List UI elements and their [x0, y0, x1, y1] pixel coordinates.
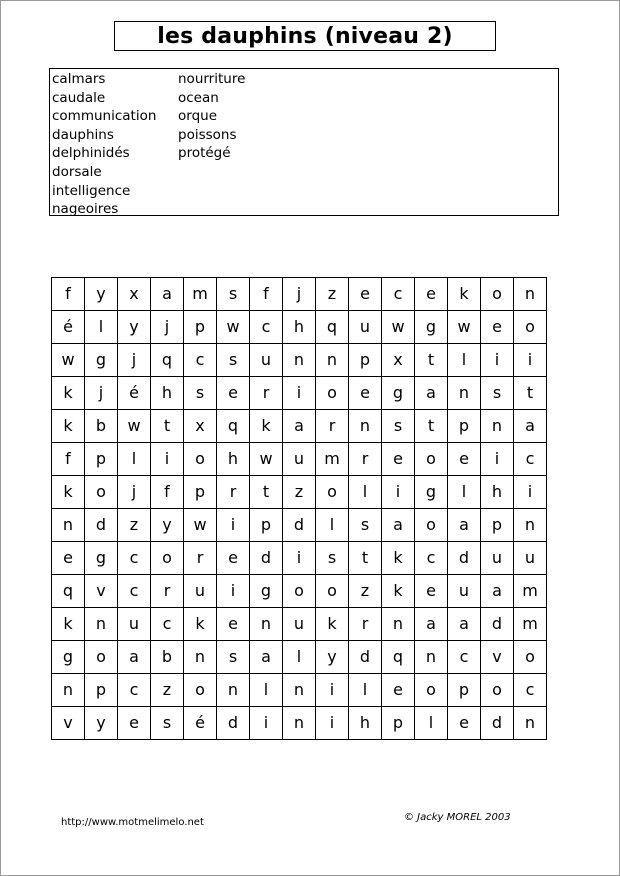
grid-cell: a [283, 410, 316, 443]
grid-cell: p [184, 476, 217, 509]
grid-row [52, 377, 547, 410]
grid-cell: t [514, 377, 547, 410]
grid-cell: e [382, 443, 415, 476]
grid-cell: q [151, 344, 184, 377]
page-title [114, 21, 496, 51]
grid-cell: t [250, 476, 283, 509]
grid-cell: g [415, 476, 448, 509]
grid-cell: e [52, 542, 85, 575]
grid-cell: q [217, 410, 250, 443]
grid-cell: g [382, 377, 415, 410]
grid-row [52, 674, 547, 707]
grid-cell: c [184, 344, 217, 377]
grid-cell: s [217, 641, 250, 674]
grid-cell: p [184, 311, 217, 344]
grid-cell: l [448, 344, 481, 377]
grid-cell: g [250, 575, 283, 608]
grid-cell: c [118, 542, 151, 575]
word-item: communication [52, 108, 157, 125]
grid-cell: y [316, 641, 349, 674]
grid-cell: a [415, 608, 448, 641]
grid-cell: i [283, 542, 316, 575]
grid-cell: o [514, 641, 547, 674]
grid-cell: e [217, 377, 250, 410]
grid-cell: l [349, 674, 382, 707]
grid-row [52, 278, 547, 311]
grid-cell: r [349, 608, 382, 641]
grid-row [52, 410, 547, 443]
grid-cell: l [415, 707, 448, 740]
page-title-text: les dauphins (niveau 2) [157, 23, 453, 49]
grid-cell: c [382, 278, 415, 311]
word-item: dorsale [52, 163, 102, 180]
grid-cell: k [184, 608, 217, 641]
grid-cell: o [151, 542, 184, 575]
grid-cell: s [481, 377, 514, 410]
grid-cell: i [316, 674, 349, 707]
word-item: nageoires [52, 201, 119, 218]
grid-cell: n [217, 674, 250, 707]
grid-cell: w [250, 443, 283, 476]
grid-cell: c [250, 311, 283, 344]
grid-cell: c [151, 608, 184, 641]
grid-cell: n [514, 278, 547, 311]
grid-cell: g [52, 641, 85, 674]
grid-cell: w [118, 410, 151, 443]
grid-cell: t [349, 542, 382, 575]
grid-cell: n [283, 707, 316, 740]
grid-cell: o [514, 311, 547, 344]
grid-cell: y [85, 278, 118, 311]
grid-cell: k [448, 278, 481, 311]
grid-cell: a [250, 641, 283, 674]
grid-cell: a [448, 509, 481, 542]
grid-cell: u [283, 608, 316, 641]
word-item: intelligence [52, 182, 131, 199]
grid-cell: v [85, 575, 118, 608]
word-item: dauphins [52, 126, 114, 143]
grid-cell: l [85, 311, 118, 344]
grid-cell: o [184, 443, 217, 476]
grid-cell: e [382, 674, 415, 707]
grid-cell: o [85, 476, 118, 509]
grid-cell: w [448, 311, 481, 344]
grid-cell: i [283, 377, 316, 410]
grid-cell: o [415, 674, 448, 707]
grid-cell: w [52, 344, 85, 377]
grid-cell: z [283, 476, 316, 509]
grid-cell: p [382, 707, 415, 740]
footer-copyright: © Jacky MOREL 2003 [404, 812, 511, 823]
grid-cell: d [283, 509, 316, 542]
grid-cell: z [151, 674, 184, 707]
grid-cell: p [85, 674, 118, 707]
grid-cell: k [52, 410, 85, 443]
grid-cell: w [184, 509, 217, 542]
grid-cell: u [481, 542, 514, 575]
grid-cell: a [514, 410, 547, 443]
grid-cell: c [118, 575, 151, 608]
word-item: poissons [178, 126, 237, 143]
grid-cell: i [217, 509, 250, 542]
grid-cell: s [217, 344, 250, 377]
grid-cell: n [52, 674, 85, 707]
grid-cell: é [52, 311, 85, 344]
grid-cell: w [217, 311, 250, 344]
grid-cell: e [415, 278, 448, 311]
grid-cell: x [118, 278, 151, 311]
grid-cell: o [316, 377, 349, 410]
grid-cell: e [217, 542, 250, 575]
grid-cell: g [85, 542, 118, 575]
grid-cell: d [85, 509, 118, 542]
grid-cell: u [283, 443, 316, 476]
grid-cell: i [217, 575, 250, 608]
grid-cell: k [52, 476, 85, 509]
grid-cell: m [514, 608, 547, 641]
grid-cell: x [184, 410, 217, 443]
grid-cell: a [151, 278, 184, 311]
grid-cell: e [448, 707, 481, 740]
grid-cell: o [481, 674, 514, 707]
grid-cell: g [85, 344, 118, 377]
grid-cell: i [316, 707, 349, 740]
grid-cell: n [283, 674, 316, 707]
grid-cell: i [151, 443, 184, 476]
grid-cell: h [217, 443, 250, 476]
grid-cell: n [184, 641, 217, 674]
grid-cell: i [382, 476, 415, 509]
grid-cell: d [217, 707, 250, 740]
grid-cell: p [448, 674, 481, 707]
grid-cell: r [250, 377, 283, 410]
grid-cell: w [382, 311, 415, 344]
grid-cell: u [349, 311, 382, 344]
grid-cell: c [448, 641, 481, 674]
grid-cell: b [151, 641, 184, 674]
grid-cell: r [349, 443, 382, 476]
grid-cell: n [514, 707, 547, 740]
word-item: orque [178, 108, 218, 125]
grid-cell: z [316, 278, 349, 311]
grid-cell: d [481, 608, 514, 641]
grid-cell: c [514, 674, 547, 707]
grid-row [52, 608, 547, 641]
grid-cell: o [283, 575, 316, 608]
grid-cell: u [514, 542, 547, 575]
grid-cell: k [382, 575, 415, 608]
grid-cell: k [52, 377, 85, 410]
grid-row [52, 707, 547, 740]
grid-cell: y [118, 311, 151, 344]
grid-cell: j [118, 344, 151, 377]
grid-cell: t [415, 410, 448, 443]
grid-cell: l [448, 476, 481, 509]
grid-cell: d [448, 542, 481, 575]
grid-cell: a [382, 509, 415, 542]
grid-cell: k [250, 410, 283, 443]
grid-cell: a [448, 608, 481, 641]
grid-cell: f [250, 278, 283, 311]
grid-cell: t [415, 344, 448, 377]
grid-cell: s [316, 542, 349, 575]
grid-cell: a [481, 575, 514, 608]
grid-cell: s [217, 278, 250, 311]
grid-cell: i [514, 344, 547, 377]
grid-cell: i [514, 476, 547, 509]
grid-cell: i [481, 443, 514, 476]
grid-cell: u [448, 575, 481, 608]
grid-cell: o [184, 674, 217, 707]
grid-cell: i [250, 707, 283, 740]
grid-cell: s [382, 410, 415, 443]
grid-row [52, 641, 547, 674]
grid-cell: l [250, 674, 283, 707]
grid-cell: j [85, 377, 118, 410]
grid-cell: q [316, 311, 349, 344]
grid-cell: h [481, 476, 514, 509]
grid-cell: r [151, 575, 184, 608]
word-item: nourriture [178, 71, 246, 87]
grid-cell: z [118, 509, 151, 542]
grid-cell: p [85, 443, 118, 476]
grid-cell: o [415, 443, 448, 476]
grid-cell: n [448, 377, 481, 410]
grid-cell: p [481, 509, 514, 542]
grid-cell: n [250, 608, 283, 641]
grid-cell: d [481, 707, 514, 740]
grid-cell: k [382, 542, 415, 575]
grid-row [52, 575, 547, 608]
grid-cell: v [52, 707, 85, 740]
grid-cell: m [316, 443, 349, 476]
grid-cell: c [514, 443, 547, 476]
grid-cell: e [448, 443, 481, 476]
grid-cell: l [316, 509, 349, 542]
grid-cell: m [514, 575, 547, 608]
grid-cell: i [481, 344, 514, 377]
grid-cell: u [118, 608, 151, 641]
grid-cell: n [382, 608, 415, 641]
grid-cell: a [118, 641, 151, 674]
grid-row [52, 509, 547, 542]
word-item: protégé [178, 145, 231, 162]
grid-cell: f [52, 443, 85, 476]
grid-cell: l [349, 476, 382, 509]
grid-cell: n [349, 410, 382, 443]
grid-cell: z [349, 575, 382, 608]
grid-cell: s [184, 377, 217, 410]
word-item: calmars [52, 71, 106, 87]
grid-cell: h [349, 707, 382, 740]
grid-cell: c [415, 542, 448, 575]
grid-cell: s [151, 707, 184, 740]
grid-row [52, 344, 547, 377]
grid-cell: u [250, 344, 283, 377]
grid-cell: m [184, 278, 217, 311]
grid-cell: e [415, 575, 448, 608]
grid-cell: p [448, 410, 481, 443]
grid-cell: j [118, 476, 151, 509]
grid-cell: e [349, 278, 382, 311]
word-item: caudale [52, 89, 106, 106]
grid-cell: d [349, 641, 382, 674]
grid-cell: n [316, 344, 349, 377]
grid-cell: k [52, 608, 85, 641]
grid-cell: o [85, 641, 118, 674]
grid-cell: l [283, 641, 316, 674]
grid-cell: s [349, 509, 382, 542]
grid-row [52, 542, 547, 575]
grid-cell: p [250, 509, 283, 542]
grid-cell: e [349, 377, 382, 410]
grid-cell: b [85, 410, 118, 443]
grid-cell: é [184, 707, 217, 740]
word-list-column-2 [178, 70, 245, 163]
grid-cell: v [481, 641, 514, 674]
grid-row [52, 443, 547, 476]
grid-cell: n [283, 344, 316, 377]
grid-cell: o [415, 509, 448, 542]
grid-cell: q [382, 641, 415, 674]
grid-cell: q [52, 575, 85, 608]
grid-cell: u [184, 575, 217, 608]
grid-cell: p [349, 344, 382, 377]
grid-cell: o [481, 278, 514, 311]
grid-cell: g [415, 311, 448, 344]
grid-cell: a [415, 377, 448, 410]
grid-cell: r [184, 542, 217, 575]
grid-cell: e [118, 707, 151, 740]
grid-cell: y [85, 707, 118, 740]
grid-cell: h [283, 311, 316, 344]
grid-cell: f [151, 476, 184, 509]
grid-row [52, 311, 547, 344]
grid-cell: r [316, 410, 349, 443]
grid-cell: n [52, 509, 85, 542]
grid-cell: k [316, 608, 349, 641]
grid-row [52, 476, 547, 509]
word-list-column-1 [52, 70, 156, 219]
grid-cell: o [316, 476, 349, 509]
grid-cell: j [151, 311, 184, 344]
grid-cell: e [481, 311, 514, 344]
grid-cell: n [514, 509, 547, 542]
grid-cell: f [52, 278, 85, 311]
grid-cell: o [316, 575, 349, 608]
letter-grid [51, 277, 547, 740]
grid-cell: h [151, 377, 184, 410]
grid-cell: j [283, 278, 316, 311]
grid-cell: é [118, 377, 151, 410]
grid-cell: y [151, 509, 184, 542]
grid-cell: d [250, 542, 283, 575]
grid-cell: l [118, 443, 151, 476]
grid-cell: n [85, 608, 118, 641]
grid-cell: n [481, 410, 514, 443]
grid-cell: t [151, 410, 184, 443]
grid-cell: x [382, 344, 415, 377]
grid-cell: r [217, 476, 250, 509]
word-item: ocean [178, 89, 219, 106]
grid-cell: n [415, 641, 448, 674]
grid-cell: c [118, 674, 151, 707]
word-list [49, 68, 559, 216]
word-item: delphinidés [52, 145, 130, 162]
grid-cell: e [217, 608, 250, 641]
footer-url: http://www.motmelimelo.net [61, 817, 204, 828]
